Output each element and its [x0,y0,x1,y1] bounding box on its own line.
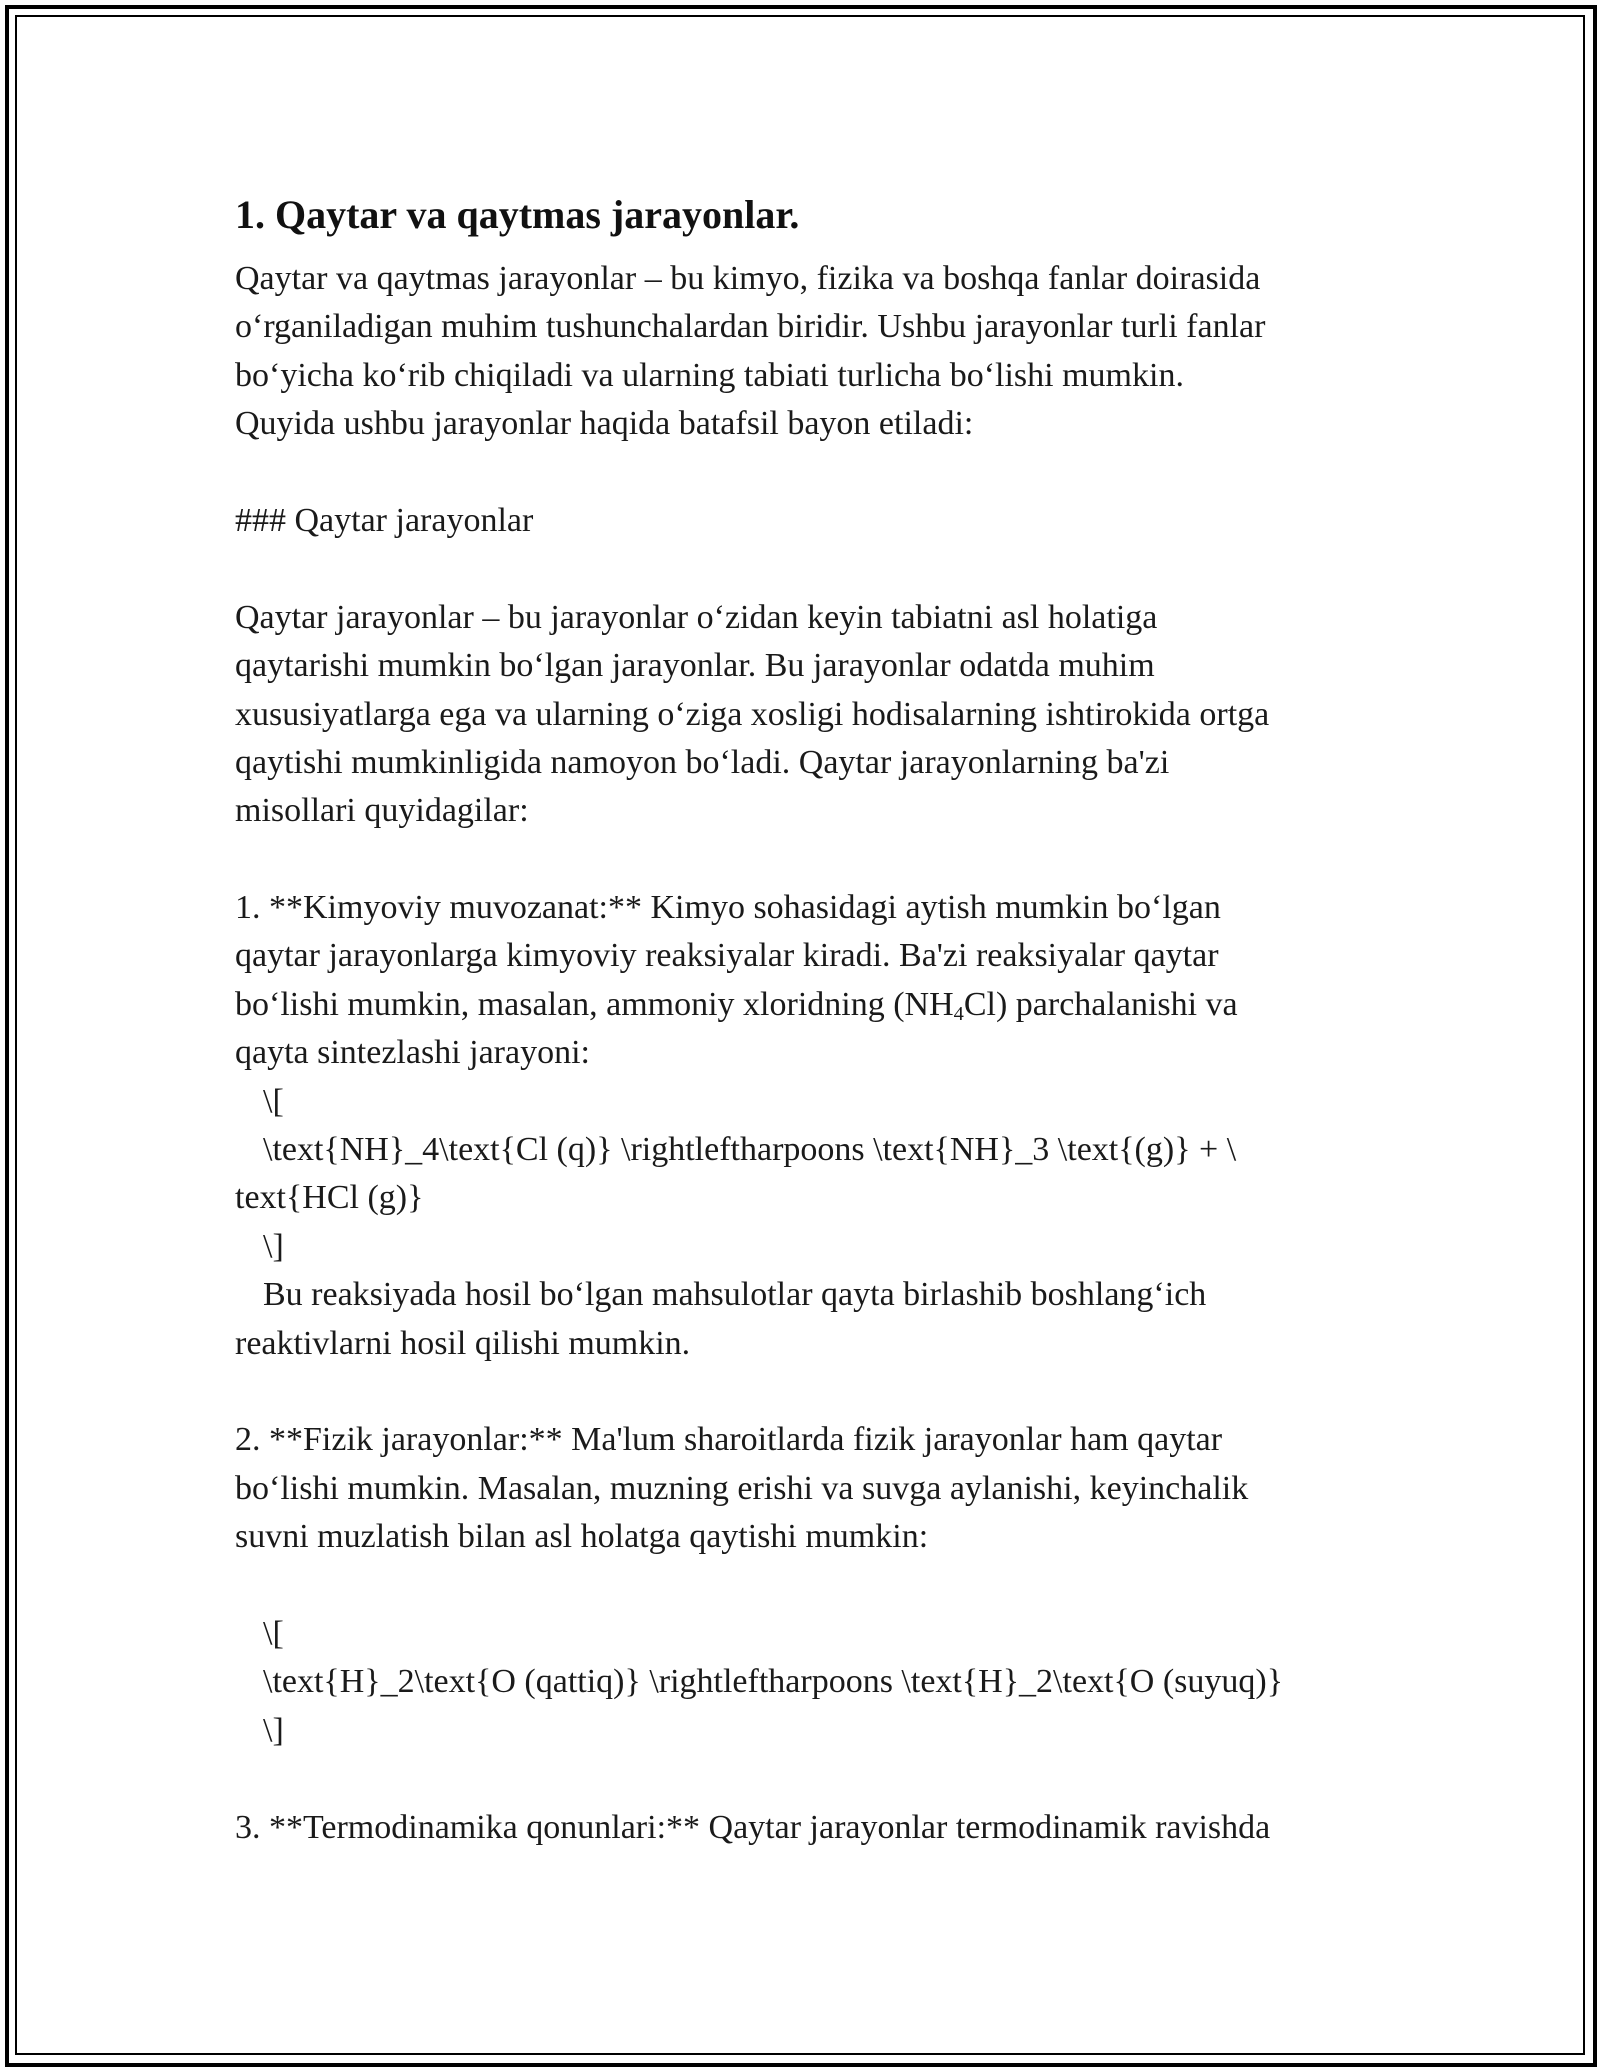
text-line: reaktivlarni hosil qilishi mumkin. [235,1324,691,1362]
blank-line [235,1755,1375,1803]
text-line: Bu reaksiyada hosil bo‘lgan mahsulotlar qayta birlashib boshlang‘ich [263,1276,1207,1314]
text-line: bo‘yicha ko‘rib chiqiladi va ularning tabiati turlicha bo‘lishi mumkin. [235,356,1184,394]
text-line: Qaytar jarayonlar – bu jarayonlar o‘zidan keyin tabiatni asl holatiga [235,598,1158,636]
text-line: qaytarishi mumkin bo‘lgan jarayonlar. Bu jarayonlar odatda muhim [235,647,1155,685]
blank-line [235,449,1375,497]
document-body [235,185,1375,1852]
text-line: 2. **Fizik jarayonlar:** Ma'lum sharoitlarda fizik jarayonlar ham qaytar [235,1421,1223,1459]
blank-line [235,545,1375,593]
list-item-physical-processes [235,1416,1375,1755]
equation-line: \text{NH}_4\text{Cl (q)} \rightleftharpoons \text{NH}_3 \text{(g)} + \ [263,1131,1237,1169]
subscript: 4 [953,1002,964,1025]
equation-line: text{HCl (g)} [235,1179,424,1217]
equation-delimiter-open: \[ [263,1614,284,1652]
text-line: suvni muzlatish bilan asl holatga qaytishi mumkin: [235,1518,929,1556]
text-line: 3. **Termodinamika qonunlari:** Qaytar jarayonlar termodinamik ravishda [235,1808,1271,1846]
equation-delimiter-close: \] [263,1711,284,1749]
intro-paragraph [235,255,1375,449]
equation-delimiter-close: \] [263,1227,284,1265]
blank-line [235,836,1375,884]
subheading: ### Qaytar jarayonlar [235,501,534,539]
section-heading: 1. Qaytar va qaytmas jarayonlar. [235,192,800,237]
blank-line [235,1562,1375,1610]
text-line: qaytar jarayonlarga kimyoviy reaksiyalar kiradi. Ba'zi reaksiyalar qaytar [235,937,1219,975]
list-item-chemical-equilibrium [235,884,1375,1368]
text-line: bo‘lishi mumkin. Masalan, muzning erishi va suvga aylanishi, keyinchalik [235,1469,1249,1507]
equation-delimiter-open: \[ [263,1082,284,1120]
text-line: Qaytar va qaytmas jarayonlar – bu kimyo, fizika va boshqa fanlar doirasida [235,260,1261,297]
definition-paragraph [235,594,1375,836]
list-item-thermodynamics [235,1804,1375,1852]
text-line: Quyida ushbu jarayonlar haqida batafsil bayon etiladi: [235,405,974,443]
text-line-with-formula [235,981,1375,1029]
text-span: Cl) parchalanishi va [963,985,1238,1023]
text-line: misollari quyidagilar: [235,792,529,830]
text-line: xususiyatlarga ega va ularning o‘ziga xosligi hodisalarning ishtirokida ortga [235,695,1270,733]
text-line: 1. **Kimyoviy muvozanat:** Kimyo sohasidagi aytish mumkin bo‘lgan [235,889,1221,927]
equation-line: \text{H}_2\text{O (qattiq)} \rightleftharpoons \text{H}_2\text{O (suyuq)} [263,1663,1284,1701]
text-line: o‘rganiladigan muhim tushunchalardan biridir. Ushbu jarayonlar turli fanlar [235,308,1266,346]
blank-line [235,1368,1375,1416]
text-line: qaytishi mumkinligida namoyon bo‘ladi. Qaytar jarayonlarning ba'zi [235,743,1170,781]
text-line: qayta sintezlashi jarayoni: [235,1034,590,1072]
text-span: bo‘lishi mumkin, masalan, ammoniy xloridning (NH [235,985,954,1023]
